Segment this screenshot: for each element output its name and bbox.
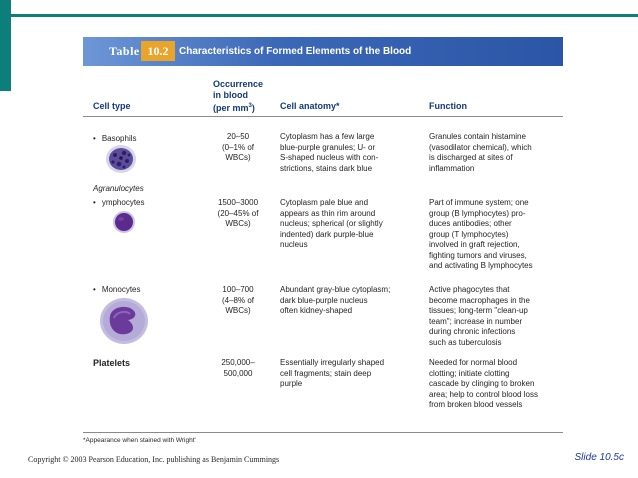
row-basophils-function <box>429 132 532 174</box>
header-occurrence-line3 <box>213 101 263 114</box>
function-line: team"; increase in number <box>429 316 523 326</box>
bullet-icon: • <box>93 134 96 143</box>
occurrence-line: WBCs) <box>225 306 251 315</box>
table-label: Table <box>109 44 140 58</box>
function-line: Part of immune system; one <box>429 198 529 207</box>
header-function: Function <box>429 101 467 111</box>
row-lymphocytes-anatomy <box>280 198 383 251</box>
anatomy-line: dark blue-purple nucleus <box>280 295 368 305</box>
occurrence-line: 20–50 <box>226 132 250 141</box>
lymphocytes-label: ymphocytes <box>101 198 145 207</box>
anatomy-line: S-shaped nucleus with con- <box>280 153 379 162</box>
anatomy-line: strictions, stains dark blue <box>280 163 373 173</box>
anatomy-line: Abundant gray-blue cytoplasm; <box>280 285 391 294</box>
header-occurrence-line2: in blood <box>213 90 248 100</box>
header-occurrence-sup: 3 <box>248 103 252 109</box>
anatomy-line: Essentially irregularly shaped <box>280 358 385 367</box>
lymphocyte-cell-icon <box>112 210 136 234</box>
row-platelets-name: Platelets <box>93 358 131 368</box>
header-occurrence-suffix: ) <box>251 103 255 113</box>
function-line: Needed for normal blood <box>429 358 518 367</box>
header-occurrence <box>213 79 263 114</box>
row-lymphocytes-occurrence <box>213 198 263 230</box>
basophils-label: Basophils <box>101 134 137 143</box>
anatomy-line: blue-purple granules; U- or <box>280 142 376 152</box>
function-line: during chronic infections <box>429 327 516 336</box>
function-line: become macrophages in the <box>429 295 530 305</box>
function-line: inflammation <box>429 163 475 173</box>
function-line: and activating B lymphocytes <box>429 261 533 270</box>
row-monocytes-function <box>429 285 530 348</box>
anatomy-line: indented) dark purple-blue <box>280 229 374 239</box>
function-line: Granules contain histamine <box>429 132 526 141</box>
row-monocytes-anatomy <box>280 285 390 317</box>
slide-number: Slide 10.5c <box>574 452 624 463</box>
bullet-icon: • <box>93 198 96 207</box>
function-line: fighting tumors and viruses, <box>429 250 527 260</box>
header-occurrence-line1: Occurrence <box>213 79 264 89</box>
copyright-notice: Copyright © 2003 Pearson Education, Inc. publishing as Benjamin Cummings <box>28 455 280 464</box>
function-line: duces antibodies; other <box>429 219 512 228</box>
occurrence-line: 500,000 <box>223 368 253 378</box>
monocyte-cell-icon <box>98 296 150 346</box>
occurrence-line: (20–45% of <box>217 208 259 218</box>
header-occurrence-prefix: (per mm <box>213 103 249 113</box>
occurrence-line: (4–8% of <box>221 295 255 305</box>
row-basophils-name <box>93 134 137 143</box>
row-basophils-occurrence <box>215 132 261 164</box>
anatomy-line: nucleus <box>280 240 308 249</box>
function-line: involved in graft rejection, <box>429 240 520 249</box>
bullet-icon: • <box>93 285 96 294</box>
row-platelets-occurrence <box>213 358 263 379</box>
row-platelets-function <box>429 358 538 411</box>
occurrence-line: 1500–3000 <box>217 198 259 207</box>
function-line: from broken blood vessels <box>429 400 523 409</box>
function-line: cascade by clinging to broken <box>429 379 535 388</box>
table-title-bar <box>83 37 563 66</box>
row-lymphocytes-function <box>429 198 533 272</box>
occurrence-line: 100–700 <box>222 285 254 294</box>
header-rule <box>83 116 563 117</box>
row-platelets-anatomy <box>280 358 384 390</box>
function-line: tissues; long-term "clean-up <box>429 306 528 315</box>
row-monocytes-occurrence <box>215 285 261 317</box>
occurrence-line: 250,000– <box>221 358 255 367</box>
row-basophils-anatomy <box>280 132 378 174</box>
header-anatomy: Cell anatomy* <box>280 101 340 111</box>
header-cell-type: Cell type <box>93 101 131 111</box>
table-number-badge: 10.2 <box>141 41 175 61</box>
left-accent-bar <box>0 0 11 91</box>
anatomy-line: appears as thin rim around <box>280 208 376 218</box>
group-label-agranulocytes: Agranulocytes <box>93 184 144 193</box>
monocytes-label: Monocytes <box>101 285 141 294</box>
anatomy-line: Cytoplasm pale blue and <box>280 198 369 207</box>
table-title: Characteristics of Formed Elements of the Blood <box>179 46 412 57</box>
occurrence-line: WBCs) <box>225 219 251 228</box>
function-line: (vasodilator chemical), which <box>429 142 532 152</box>
table-footnote: *Appearance when stained with Wright' <box>83 437 196 444</box>
row-lymphocytes-name <box>93 198 145 207</box>
function-line: group (B lymphocytes) pro- <box>429 208 526 218</box>
function-line: group (T lymphocytes) <box>429 229 509 239</box>
function-line: clotting; initiate clotting <box>429 368 510 378</box>
function-line: area; help to control blood loss <box>429 389 538 399</box>
top-accent-line <box>11 14 638 17</box>
occurrence-line: (0–1% of <box>221 142 255 152</box>
row-monocytes-name <box>93 285 141 294</box>
anatomy-line: nucleus; spherical (or slightly <box>280 219 383 228</box>
function-line: is discharged at sites of <box>429 153 513 162</box>
function-line: such as tuberculosis <box>429 337 502 347</box>
footer-rule <box>83 432 563 433</box>
occurrence-line: WBCs) <box>225 153 251 162</box>
anatomy-line: Cytoplasm has a few large <box>280 132 375 141</box>
anatomy-line: cell fragments; stain deep <box>280 368 372 378</box>
anatomy-line: purple <box>280 379 303 388</box>
function-line: Active phagocytes that <box>429 285 510 294</box>
basophil-cell-icon <box>104 143 138 175</box>
anatomy-line: often kidney-shaped <box>280 306 353 315</box>
